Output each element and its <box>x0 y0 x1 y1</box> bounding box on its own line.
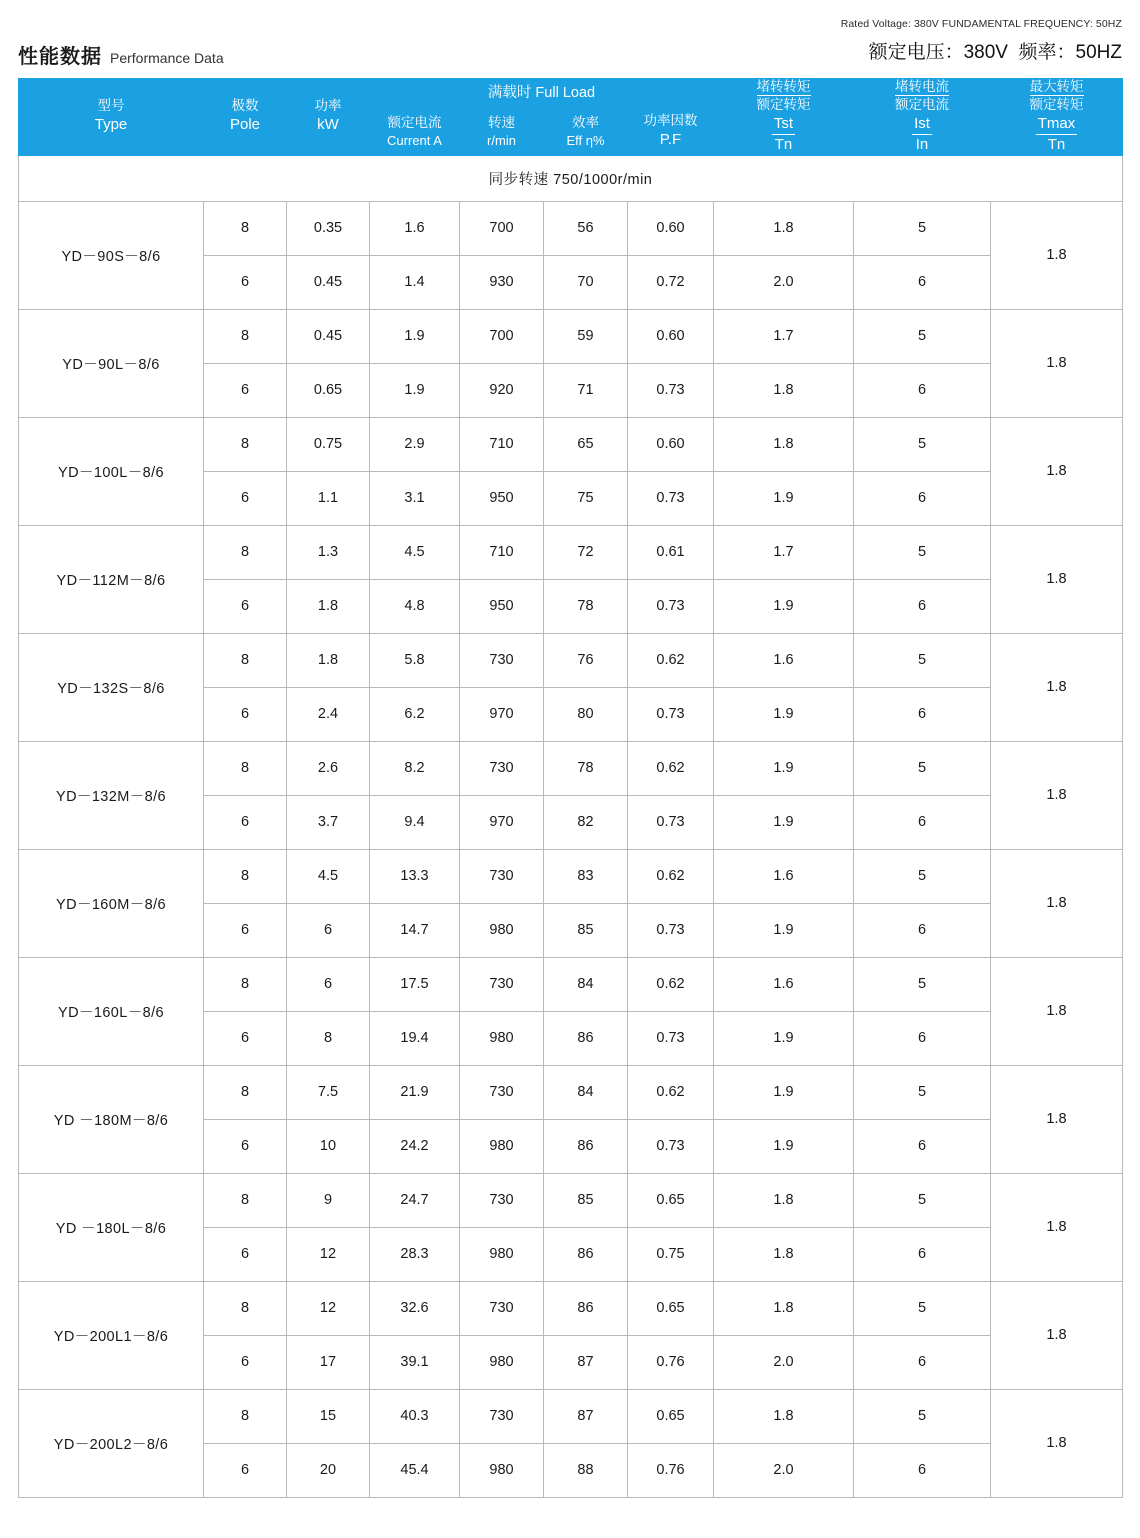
ist-numerator: 堵转电流 <box>895 79 949 94</box>
rated-frequency-label: 频率： <box>1018 42 1076 63</box>
cell-ist: 6 <box>854 903 991 957</box>
cell-pole: 6 <box>204 1011 287 1065</box>
cell-kw: 12 <box>287 1281 370 1335</box>
cell-tst: 1.7 <box>714 309 854 363</box>
cell-speed: 950 <box>460 471 544 525</box>
table-body <box>19 201 1123 1497</box>
cell-pf: 0.76 <box>628 1335 714 1389</box>
cell-current: 1.9 <box>370 309 460 363</box>
cell-speed: 920 <box>460 363 544 417</box>
column-header-kw <box>287 79 370 156</box>
table-row <box>19 1281 1123 1335</box>
cell-speed: 700 <box>460 201 544 255</box>
cell-tst: 1.9 <box>714 795 854 849</box>
table-row <box>19 1173 1123 1227</box>
cell-pf: 0.62 <box>628 633 714 687</box>
table-row <box>19 1389 1123 1443</box>
cell-eff: 76 <box>544 633 628 687</box>
cell-tst: 1.8 <box>714 1173 854 1227</box>
ist-symbol-denominator: In <box>915 136 929 154</box>
cell-current: 19.4 <box>370 1011 460 1065</box>
column-header-current-cn: 额定电流 <box>387 114 442 130</box>
cell-pf: 0.62 <box>628 1065 714 1119</box>
cell-tst: 1.9 <box>714 1119 854 1173</box>
cell-type: YD－200L1－8/6 <box>19 1281 204 1389</box>
ist-denominator: 额定电流 <box>895 97 949 113</box>
cell-tmax: 1.8 <box>991 201 1123 309</box>
cell-kw: 1.1 <box>287 471 370 525</box>
cell-speed: 730 <box>460 957 544 1011</box>
cell-eff: 75 <box>544 471 628 525</box>
cell-pole: 6 <box>204 255 287 309</box>
table-row <box>19 201 1123 255</box>
tst-numerator: 堵转转矩 <box>756 79 811 94</box>
cell-kw: 17 <box>287 1335 370 1389</box>
cell-pole: 8 <box>204 957 287 1011</box>
cell-type: YD－160L－8/6 <box>19 957 204 1065</box>
cell-current: 28.3 <box>370 1227 460 1281</box>
tst-symbol-numerator: Tst <box>772 115 795 135</box>
cell-current: 3.1 <box>370 471 460 525</box>
column-header-current-en: Current A <box>387 132 442 148</box>
cell-current: 1.4 <box>370 255 460 309</box>
cell-tst: 1.9 <box>714 1065 854 1119</box>
cell-tst: 2.0 <box>714 1335 854 1389</box>
cell-kw: 1.8 <box>287 633 370 687</box>
cell-ist: 5 <box>854 1065 991 1119</box>
cell-speed: 970 <box>460 687 544 741</box>
cell-tst: 1.8 <box>714 1281 854 1335</box>
cell-tst: 1.8 <box>714 1389 854 1443</box>
table-row <box>19 417 1123 471</box>
cell-ist: 5 <box>854 849 991 903</box>
cell-current: 8.2 <box>370 741 460 795</box>
column-header-pf-cn: 功率因数 <box>643 113 698 129</box>
table-section-title <box>19 155 1123 201</box>
cell-eff: 87 <box>544 1335 628 1389</box>
rated-voltage-cn <box>841 37 1122 64</box>
cell-kw: 9 <box>287 1173 370 1227</box>
cell-pf: 0.75 <box>628 1227 714 1281</box>
cell-pf: 0.76 <box>628 1443 714 1497</box>
cell-kw: 2.4 <box>287 687 370 741</box>
cell-kw: 7.5 <box>287 1065 370 1119</box>
cell-ist: 6 <box>854 1119 991 1173</box>
cell-kw: 0.65 <box>287 363 370 417</box>
cell-tst: 2.0 <box>714 1443 854 1497</box>
ist-symbol-numerator: Ist <box>912 115 932 135</box>
cell-current: 17.5 <box>370 957 460 1011</box>
cell-kw: 0.45 <box>287 255 370 309</box>
cell-eff: 84 <box>544 1065 628 1119</box>
cell-pf: 0.60 <box>628 417 714 471</box>
table-row <box>19 849 1123 903</box>
table-row <box>19 1065 1123 1119</box>
cell-pole: 6 <box>204 1335 287 1389</box>
cell-pf: 0.65 <box>628 1281 714 1335</box>
cell-pole: 6 <box>204 579 287 633</box>
cell-ist: 6 <box>854 1227 991 1281</box>
tst-symbol-denominator: Tn <box>774 136 793 154</box>
cell-eff: 82 <box>544 795 628 849</box>
rated-voltage-block <box>841 18 1122 64</box>
cell-pole: 8 <box>204 201 287 255</box>
cell-pole: 8 <box>204 1173 287 1227</box>
cell-kw: 12 <box>287 1227 370 1281</box>
cell-pf: 0.62 <box>628 957 714 1011</box>
cell-ist: 5 <box>854 417 991 471</box>
table-row <box>19 957 1123 1011</box>
page-title <box>18 40 224 69</box>
cell-ist: 6 <box>854 579 991 633</box>
column-header-speed-en: r/min <box>487 132 516 148</box>
cell-eff: 84 <box>544 957 628 1011</box>
cell-speed: 980 <box>460 1011 544 1065</box>
cell-kw: 0.35 <box>287 201 370 255</box>
cell-kw: 8 <box>287 1011 370 1065</box>
cell-eff: 83 <box>544 849 628 903</box>
column-header-full-load-group: 满载时 Full Load <box>370 79 714 109</box>
cell-tst: 1.8 <box>714 417 854 471</box>
cell-current: 5.8 <box>370 633 460 687</box>
tst-denominator: 额定转矩 <box>756 97 811 113</box>
cell-ist: 5 <box>854 633 991 687</box>
cell-ist: 5 <box>854 1389 991 1443</box>
cell-current: 1.6 <box>370 201 460 255</box>
cell-eff: 71 <box>544 363 628 417</box>
cell-kw: 3.7 <box>287 795 370 849</box>
column-header-kw-en: kW <box>317 116 339 134</box>
cell-eff: 78 <box>544 579 628 633</box>
cell-tst: 1.9 <box>714 579 854 633</box>
cell-tst: 1.6 <box>714 957 854 1011</box>
cell-type: YD－100L－8/6 <box>19 417 204 525</box>
cell-ist: 5 <box>854 1173 991 1227</box>
cell-pf: 0.73 <box>628 579 714 633</box>
cell-ist: 6 <box>854 255 991 309</box>
cell-current: 13.3 <box>370 849 460 903</box>
synchronous-speed-label: 同步转速 750/1000r/min <box>19 155 1123 201</box>
cell-kw: 1.8 <box>287 579 370 633</box>
cell-pole: 6 <box>204 903 287 957</box>
column-header-pf <box>628 109 714 156</box>
cell-speed: 980 <box>460 1227 544 1281</box>
cell-tmax: 1.8 <box>991 1389 1123 1497</box>
cell-pole: 6 <box>204 1119 287 1173</box>
cell-eff: 86 <box>544 1011 628 1065</box>
cell-pf: 0.73 <box>628 687 714 741</box>
cell-kw: 2.6 <box>287 741 370 795</box>
cell-speed: 980 <box>460 1119 544 1173</box>
cell-pole: 6 <box>204 1443 287 1497</box>
column-header-speed-cn: 转速 <box>488 114 515 130</box>
cell-eff: 72 <box>544 525 628 579</box>
cell-tst: 1.9 <box>714 471 854 525</box>
cell-eff: 86 <box>544 1227 628 1281</box>
column-header-tst-fraction <box>757 79 811 155</box>
cell-eff: 70 <box>544 255 628 309</box>
cell-speed: 710 <box>460 417 544 471</box>
table-row <box>19 633 1123 687</box>
cell-pole: 8 <box>204 1281 287 1335</box>
cell-pf: 0.73 <box>628 1011 714 1065</box>
cell-speed: 730 <box>460 633 544 687</box>
cell-current: 2.9 <box>370 417 460 471</box>
cell-eff: 86 <box>544 1281 628 1335</box>
cell-type: YD－132M－8/6 <box>19 741 204 849</box>
cell-tst: 1.8 <box>714 201 854 255</box>
tmax-numerator: 最大转矩 <box>1029 79 1084 94</box>
cell-type: YD－90L－8/6 <box>19 309 204 417</box>
column-header-ist-fraction <box>895 79 949 155</box>
rated-frequency-value: 50HZ <box>1075 42 1122 63</box>
table-row <box>19 525 1123 579</box>
cell-ist: 6 <box>854 1011 991 1065</box>
cell-speed: 950 <box>460 579 544 633</box>
cell-pole: 8 <box>204 417 287 471</box>
cell-eff: 85 <box>544 903 628 957</box>
cell-tmax: 1.8 <box>991 1173 1123 1281</box>
cell-pf: 0.61 <box>628 525 714 579</box>
cell-pf: 0.62 <box>628 849 714 903</box>
cell-ist: 6 <box>854 1443 991 1497</box>
cell-tmax: 1.8 <box>991 849 1123 957</box>
column-header-pf-en: P.F <box>659 131 682 149</box>
cell-current: 1.9 <box>370 363 460 417</box>
cell-type: YD －180L－8/6 <box>19 1173 204 1281</box>
cell-pf: 0.73 <box>628 471 714 525</box>
column-header-pole-en: Pole <box>229 116 261 134</box>
cell-ist: 6 <box>854 687 991 741</box>
cell-ist: 5 <box>854 1281 991 1335</box>
cell-current: 40.3 <box>370 1389 460 1443</box>
synchronous-speed-row <box>19 155 1123 201</box>
cell-pf: 0.73 <box>628 903 714 957</box>
cell-pole: 8 <box>204 849 287 903</box>
tmax-symbol-numerator: Tmax <box>1036 115 1078 135</box>
cell-speed: 730 <box>460 1281 544 1335</box>
cell-tst: 1.6 <box>714 849 854 903</box>
cell-type: YD－112M－8/6 <box>19 525 204 633</box>
cell-type: YD－90S－8/6 <box>19 201 204 309</box>
cell-tmax: 1.8 <box>991 525 1123 633</box>
cell-eff: 80 <box>544 687 628 741</box>
column-header-tmax-tn <box>991 79 1123 156</box>
cell-pole: 8 <box>204 741 287 795</box>
cell-eff: 88 <box>544 1443 628 1497</box>
cell-speed: 730 <box>460 849 544 903</box>
cell-kw: 6 <box>287 957 370 1011</box>
cell-tst: 1.8 <box>714 363 854 417</box>
column-header-ist-in <box>854 79 991 156</box>
rated-voltage-label: 额定电压： <box>868 42 964 63</box>
cell-pf: 0.60 <box>628 201 714 255</box>
rated-voltage-value: 380V <box>963 42 1008 63</box>
cell-eff: 56 <box>544 201 628 255</box>
cell-eff: 65 <box>544 417 628 471</box>
page-title-en: Performance Data <box>110 50 224 66</box>
cell-pf: 0.62 <box>628 741 714 795</box>
cell-speed: 700 <box>460 309 544 363</box>
cell-ist: 5 <box>854 525 991 579</box>
cell-current: 24.7 <box>370 1173 460 1227</box>
cell-pf: 0.60 <box>628 309 714 363</box>
column-header-type <box>19 79 204 156</box>
cell-pole: 8 <box>204 309 287 363</box>
tmax-denominator: 额定转矩 <box>1029 97 1084 113</box>
cell-speed: 980 <box>460 903 544 957</box>
cell-speed: 930 <box>460 255 544 309</box>
cell-tmax: 1.8 <box>991 957 1123 1065</box>
column-header-kw-cn: 功率 <box>314 98 342 114</box>
cell-pole: 8 <box>204 1065 287 1119</box>
cell-pf: 0.73 <box>628 795 714 849</box>
cell-pole: 6 <box>204 1227 287 1281</box>
cell-ist: 6 <box>854 363 991 417</box>
cell-current: 4.8 <box>370 579 460 633</box>
cell-tmax: 1.8 <box>991 417 1123 525</box>
cell-pole: 6 <box>204 795 287 849</box>
cell-speed: 980 <box>460 1335 544 1389</box>
rated-voltage-en: Rated Voltage: 380V FUNDAMENTAL FREQUENCY: 50HZ <box>840 18 1122 30</box>
column-header-pole-cn: 极数 <box>231 98 259 114</box>
cell-kw: 10 <box>287 1119 370 1173</box>
cell-pole: 6 <box>204 471 287 525</box>
cell-kw: 20 <box>287 1443 370 1497</box>
cell-kw: 0.75 <box>287 417 370 471</box>
column-header-eff <box>544 109 628 156</box>
cell-current: 21.9 <box>370 1065 460 1119</box>
cell-pf: 0.65 <box>628 1389 714 1443</box>
cell-kw: 1.3 <box>287 525 370 579</box>
cell-tst: 1.7 <box>714 525 854 579</box>
cell-pole: 6 <box>204 687 287 741</box>
column-header-eff-en: Eff η% <box>566 132 605 148</box>
cell-tst: 1.9 <box>714 687 854 741</box>
cell-speed: 730 <box>460 1389 544 1443</box>
cell-speed: 980 <box>460 1443 544 1497</box>
column-header-tmax-fraction <box>1030 79 1084 155</box>
cell-pf: 0.73 <box>628 363 714 417</box>
cell-tmax: 1.8 <box>991 1281 1123 1389</box>
cell-pole: 8 <box>204 633 287 687</box>
cell-current: 24.2 <box>370 1119 460 1173</box>
cell-ist: 5 <box>854 201 991 255</box>
cell-eff: 86 <box>544 1119 628 1173</box>
page-title-cn: 性能数据 <box>18 46 102 68</box>
cell-pf: 0.65 <box>628 1173 714 1227</box>
cell-tmax: 1.8 <box>991 633 1123 741</box>
cell-tmax: 1.8 <box>991 309 1123 417</box>
table-row <box>19 309 1123 363</box>
column-header-tst-tn <box>714 79 854 156</box>
cell-current: 9.4 <box>370 795 460 849</box>
cell-current: 4.5 <box>370 525 460 579</box>
column-header-current <box>370 109 460 156</box>
cell-tst: 2.0 <box>714 255 854 309</box>
cell-speed: 970 <box>460 795 544 849</box>
cell-tmax: 1.8 <box>991 1065 1123 1173</box>
cell-ist: 6 <box>854 471 991 525</box>
cell-tmax: 1.8 <box>991 741 1123 849</box>
column-header-speed <box>460 109 544 156</box>
cell-kw: 6 <box>287 903 370 957</box>
cell-speed: 730 <box>460 1173 544 1227</box>
cell-speed: 710 <box>460 525 544 579</box>
cell-tst: 1.6 <box>714 633 854 687</box>
cell-current: 39.1 <box>370 1335 460 1389</box>
cell-speed: 730 <box>460 1065 544 1119</box>
cell-current: 45.4 <box>370 1443 460 1497</box>
performance-table <box>18 78 1123 1498</box>
cell-type: YD－160M－8/6 <box>19 849 204 957</box>
column-header-type-en: Type <box>94 116 128 134</box>
column-header-type-cn: 型号 <box>97 98 125 114</box>
column-header-eff-cn: 效率 <box>572 114 599 130</box>
cell-eff: 78 <box>544 741 628 795</box>
cell-eff: 59 <box>544 309 628 363</box>
cell-kw: 0.45 <box>287 309 370 363</box>
cell-kw: 15 <box>287 1389 370 1443</box>
cell-pole: 8 <box>204 525 287 579</box>
cell-pole: 8 <box>204 1389 287 1443</box>
cell-pole: 6 <box>204 363 287 417</box>
cell-ist: 6 <box>854 1335 991 1389</box>
table-header-row-1 <box>19 79 1123 109</box>
table-row <box>19 741 1123 795</box>
column-header-pole <box>204 79 287 156</box>
cell-type: YD －180M－8/6 <box>19 1065 204 1173</box>
cell-current: 32.6 <box>370 1281 460 1335</box>
tmax-symbol-denominator: Tn <box>1047 136 1066 154</box>
cell-ist: 5 <box>854 741 991 795</box>
cell-current: 14.7 <box>370 903 460 957</box>
cell-ist: 6 <box>854 795 991 849</box>
page-header <box>0 0 1140 78</box>
table-header <box>19 79 1123 156</box>
cell-tst: 1.9 <box>714 1011 854 1065</box>
cell-tst: 1.8 <box>714 1227 854 1281</box>
cell-pf: 0.72 <box>628 255 714 309</box>
cell-current: 6.2 <box>370 687 460 741</box>
cell-eff: 87 <box>544 1389 628 1443</box>
cell-type: YD－132S－8/6 <box>19 633 204 741</box>
cell-tst: 1.9 <box>714 741 854 795</box>
cell-speed: 730 <box>460 741 544 795</box>
cell-ist: 5 <box>854 957 991 1011</box>
cell-tst: 1.9 <box>714 903 854 957</box>
cell-pf: 0.73 <box>628 1119 714 1173</box>
cell-kw: 4.5 <box>287 849 370 903</box>
cell-ist: 5 <box>854 309 991 363</box>
cell-eff: 85 <box>544 1173 628 1227</box>
cell-type: YD－200L2－8/6 <box>19 1389 204 1497</box>
